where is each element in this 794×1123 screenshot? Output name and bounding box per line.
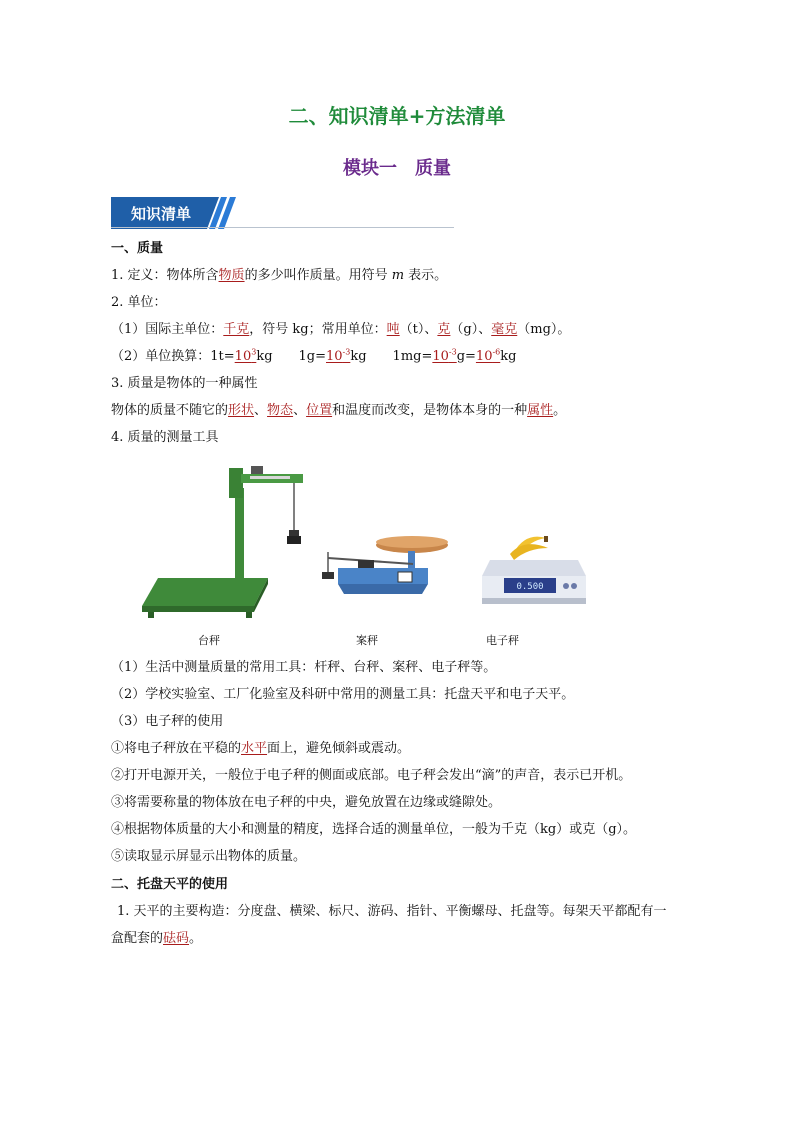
step-3: ③将需要称量的物体放在电子秤的中央，避免放置在边缘或缝隙处。 — [111, 795, 502, 810]
balance-structure-line1: 1. 天平的主要构造：分度盘、横梁、标尺、游码、指针、平衡螺母、托盘等。每架天平都配有一 — [117, 904, 667, 919]
property-text: 物体的质量不随它的形状、物态、位置和温度而改变，是物体本身的一种属性。 — [111, 403, 567, 418]
unit-heading: 2. 单位： — [111, 295, 167, 310]
caption-counter-scale: 案秤 — [356, 634, 378, 647]
section-banner — [111, 197, 241, 229]
counter-scale-image — [318, 528, 458, 623]
definition: 1. 定义：物体所含物质的多少叫作质量。用符号 m 表示。 — [111, 268, 448, 283]
heading-mass: 一、质量 — [111, 241, 164, 256]
scale-display-reading: 0.500 — [516, 582, 544, 592]
balance-structure-line2: 盒配套的砝码。 — [111, 931, 203, 946]
platform-scale-image — [138, 458, 318, 618]
step-4: ④根据物体质量的大小和测量的精度，选择合适的测量单位，一般为千克（kg）或克（g）。 — [111, 822, 637, 837]
list-item: （1）生活中测量质量的常用工具：杆秤、台秤、案秤、电子秤等。 — [111, 660, 497, 675]
caption-platform-scale: 台秤 — [198, 634, 220, 647]
banner-divider — [111, 227, 454, 228]
si-unit: （1）国际主单位：千克，符号 kg；常用单位：吨（t）、克（g）、毫克（mg）。 — [111, 322, 571, 337]
list-item: （3）电子秤的使用 — [111, 714, 224, 729]
tool-heading: 4. 质量的测量工具 — [111, 430, 219, 445]
banner-label: 知识清单 — [131, 205, 192, 223]
step-1: ①将电子秤放在平稳的水平面上，避免倾斜或震动。 — [111, 741, 411, 756]
step-2: ②打开电源开关，一般位于电子秤的侧面或底部。电子秤会发出“滴”的声音，表示已开机。 — [111, 768, 632, 783]
heading-balance: 二、托盘天平的使用 — [111, 877, 229, 892]
property-heading: 3. 质量是物体的一种属性 — [111, 376, 258, 391]
list-item: （2）学校实验室、工厂化验室及科研中常用的测量工具：托盘天平和电子天平。 — [111, 687, 575, 702]
step-5: ⑤读取显示屏显示出物体的质量。 — [111, 849, 307, 864]
unit-conversion: （2）单位换算：$1t=10^3kg$ $1g=10^{-3}kg$ $1mg=10^{-3}g=10^{-6}kg$ — [111, 347, 517, 364]
electronic-scale-image — [470, 530, 590, 620]
module-title: 模块一 质量 — [343, 158, 451, 179]
caption-electronic-scale: 电子秤 — [486, 634, 519, 647]
page-title: 二、知识清单+方法清单 — [288, 104, 506, 128]
